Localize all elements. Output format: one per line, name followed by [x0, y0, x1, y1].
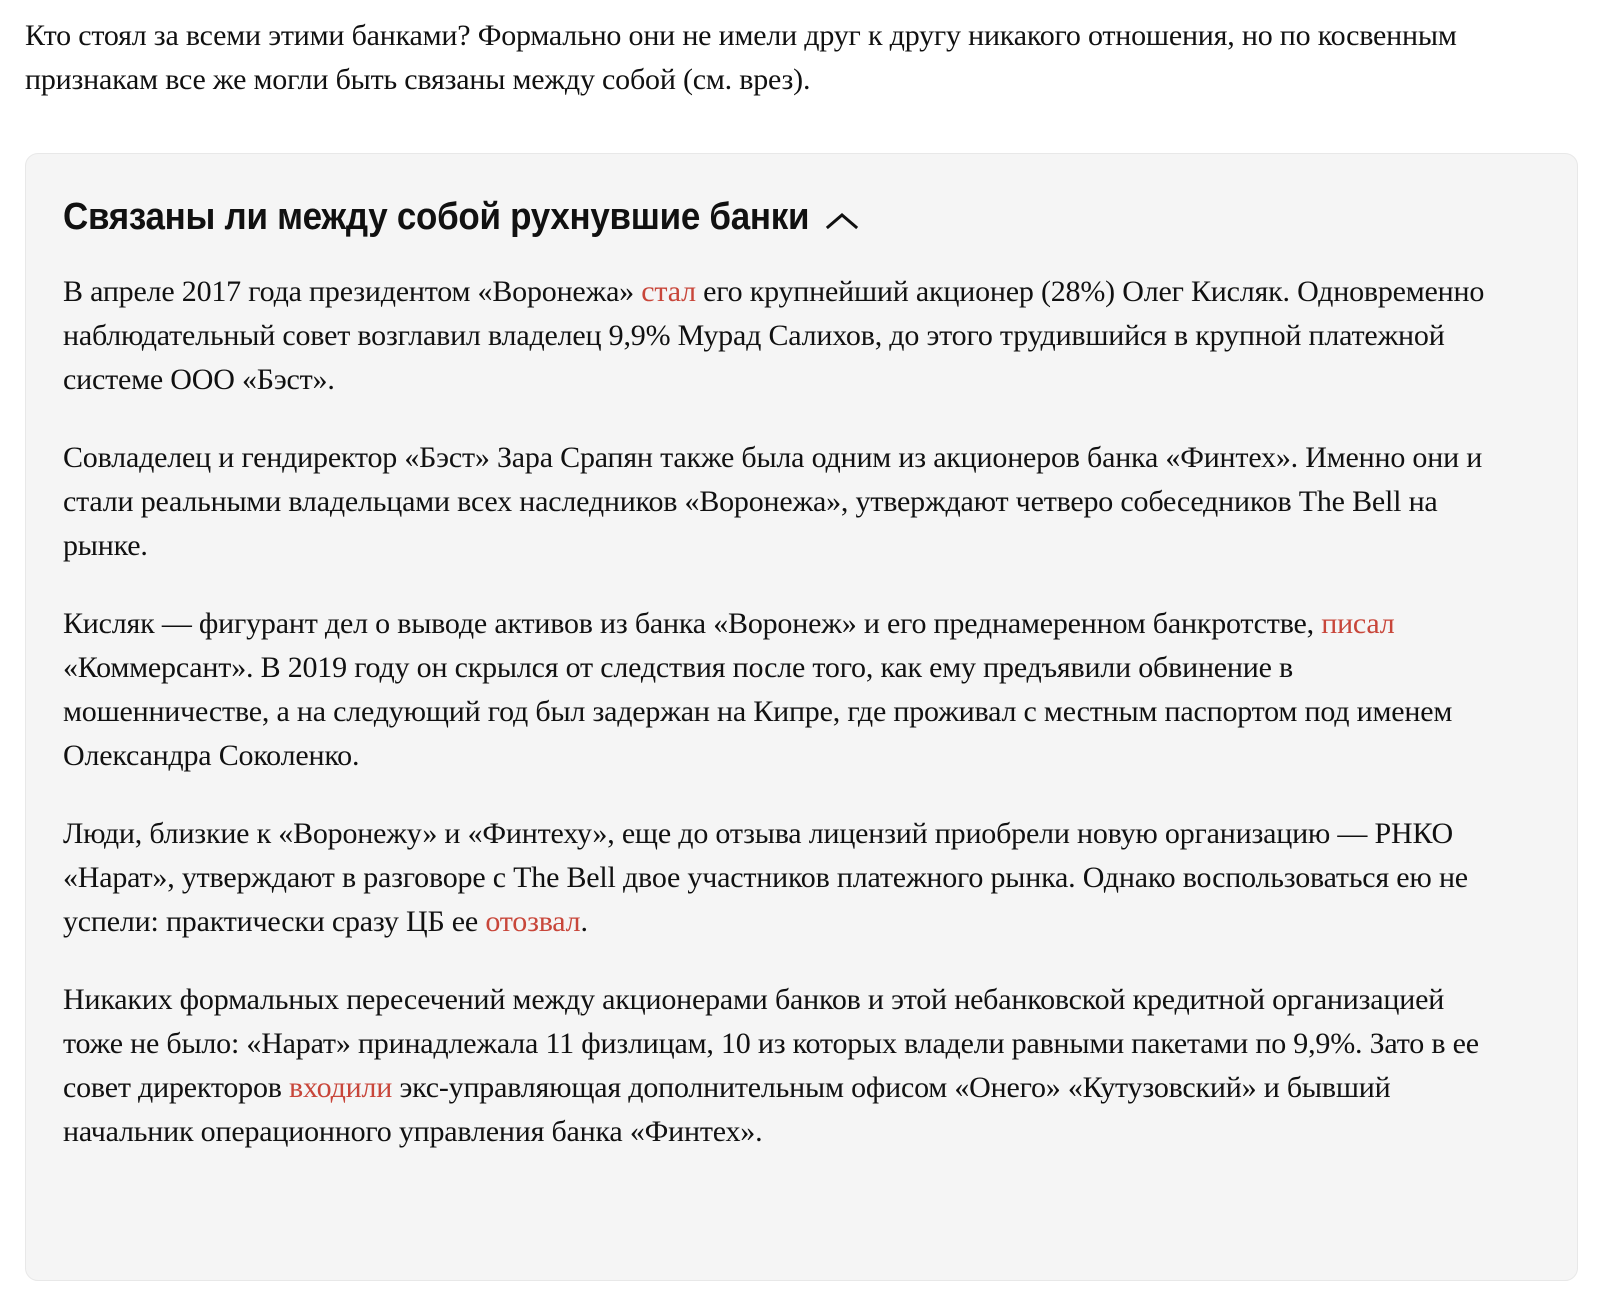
- link-vhodili[interactable]: входили: [289, 1071, 393, 1104]
- paragraph-text: В апреле 2017 года президентом «Воронежа»: [63, 275, 642, 308]
- intro-paragraph: Кто стоял за всеми этими банками? Формально они не имели друг к другу никакого отношения, но по косвенным признакам все же могли быть связаны между собой (см. врез).: [25, 19, 1457, 96]
- paragraph-text: Люди, близкие к «Воронежу» и «Финтеху», еще до отзыва лицензий приобрели новую организацию — РНКО «Нарат», утверждают в разговоре с The Bell двое участников платежного рынка. Однако воспользоваться ею не успели: практически сразу ЦБ ее: [63, 817, 1468, 938]
- paragraph-text: Кисляк — фигурант дел о выводе активов из банка «Воронеж» и его преднамеренном банкротстве,: [63, 607, 1322, 640]
- inset-paragraph-2: [63, 436, 1503, 568]
- paragraph-text: «Коммерсант». В 2019 году он скрылся от следствия после того, как ему предъявили обвинение в мошенничестве, а на следующий год был задержан на Кипре, где проживал с местным паспортом под именем Олександра Соколенко.: [63, 651, 1453, 772]
- inset-paragraph-4: [63, 812, 1503, 944]
- paragraph-text: его крупнейший акционер (28%) Олег Кисляк. Одновременно наблюдательный совет возглавил владелец 9,9% Мурад Салихов, до этого трудившийся в крупной платежной системе ООО «Бэст».: [63, 275, 1485, 396]
- link-stal[interactable]: стал: [641, 275, 696, 308]
- paragraph-text: Никаких формальных пересечений между акционерами банков и этой небанковской кредитной организацией тоже не было: «Нарат» принадлежала 11 физлицам, 10 из которых владели равными пакетами по 9,9%. Зато в ее совет директоров: [63, 983, 1479, 1104]
- chevron-up-icon[interactable]: [825, 211, 859, 231]
- inset-body: [63, 270, 1503, 1154]
- inset-paragraph-1: [63, 270, 1503, 402]
- inset-paragraph-3: [63, 602, 1503, 778]
- paragraph-text: .: [580, 905, 588, 938]
- inset-title: Связаны ли между собой рухнувшие банки: [63, 196, 810, 238]
- inset-box: [25, 153, 1578, 1281]
- inset-paragraph-5: [63, 978, 1503, 1154]
- paragraph-text: Совладелец и гендиректор «Бэст» Зара Срапян также была одним из акционеров банка «Финтех». Именно они и стали реальными владельцами всех наследников «Воронежа», утверждают четверо собеседников The Bell на рынке.: [63, 441, 1483, 562]
- paragraph-text: экс-управляющая дополнительным офисом «Онего» «Кутузовский» и бывший начальник операционного управления банка «Финтех».: [63, 1071, 1391, 1148]
- link-otozval[interactable]: отозвал: [485, 905, 581, 938]
- inset-toggle[interactable]: [63, 194, 859, 240]
- link-pisal[interactable]: писал: [1321, 607, 1395, 640]
